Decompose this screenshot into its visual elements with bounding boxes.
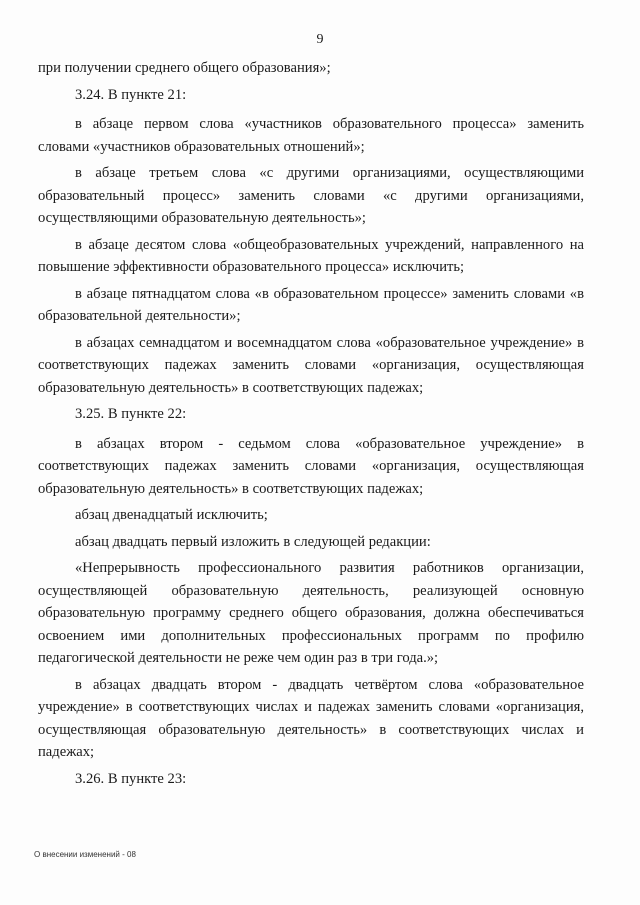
paragraph: абзац двадцать первый изложить в следующей редакции:: [75, 533, 431, 550]
page-number: 9: [316, 32, 324, 47]
footer-note: О внесении изменений - 08: [34, 850, 136, 859]
paragraph: в абзацах семнадцатом и восемнадцатом слова «образовательное учреждение» в соответствующих падежах заменить словами «организация, осуществляющая образовательную деятельность» в соответствующих падежах;: [38, 334, 584, 396]
document-body: [38, 57, 584, 797]
paragraph: абзац двенадцатый исключить;: [75, 507, 268, 523]
paragraph: в абзаце десятом слова «общеобразовательных учреждений, направленного на повышение эффективности образовательного процесса» исключить;: [38, 236, 584, 275]
paragraph: в абзацах двадцать втором - двадцать четвёртом слова «образовательное учреждение» в соответствующих числах и падежах заменить словами «организация, осуществляющая образовательную деятельность» в соответствующих числах и падежах;: [38, 676, 584, 760]
paragraph: в абзацах втором - седьмом слова «образовательное учреждение» в соответствующих падежах заменить словами «организация, осуществляющая образовательную деятельность» в соответствующих падежах;: [38, 435, 584, 497]
paragraph: в абзаце пятнадцатом слова «в образовательном процессе» заменить словами «в образовательной деятельности»;: [38, 285, 584, 324]
section-heading: 3.26. В пункте 23:: [75, 770, 187, 787]
section-heading: 3.24. В пункте 21:: [75, 86, 187, 103]
quoted-paragraph: «Непрерывность профессионального развития работников организации, осуществляющей образовательную деятельность, реализующей основную образовательную программу среднего общего образования, должна обеспечиваться освоением ими дополнительных профессиональных программ по профилю педагогической деятельности не реже чем один раз в три года.»;: [38, 560, 584, 666]
paragraph: в абзаце третьем слова «с другими организациями, осуществляющими образовательный процесс» заменить словами «с другими организациями, осуществляющими образовательную деятельность»;: [38, 165, 584, 226]
section-heading: 3.25. В пункте 22:: [75, 406, 187, 422]
paragraph: в абзаце первом слова «участников образовательного процесса» заменить словами «участников образовательных отношений»;: [38, 116, 584, 155]
paragraph: при получении среднего общего образования»;: [38, 60, 331, 76]
